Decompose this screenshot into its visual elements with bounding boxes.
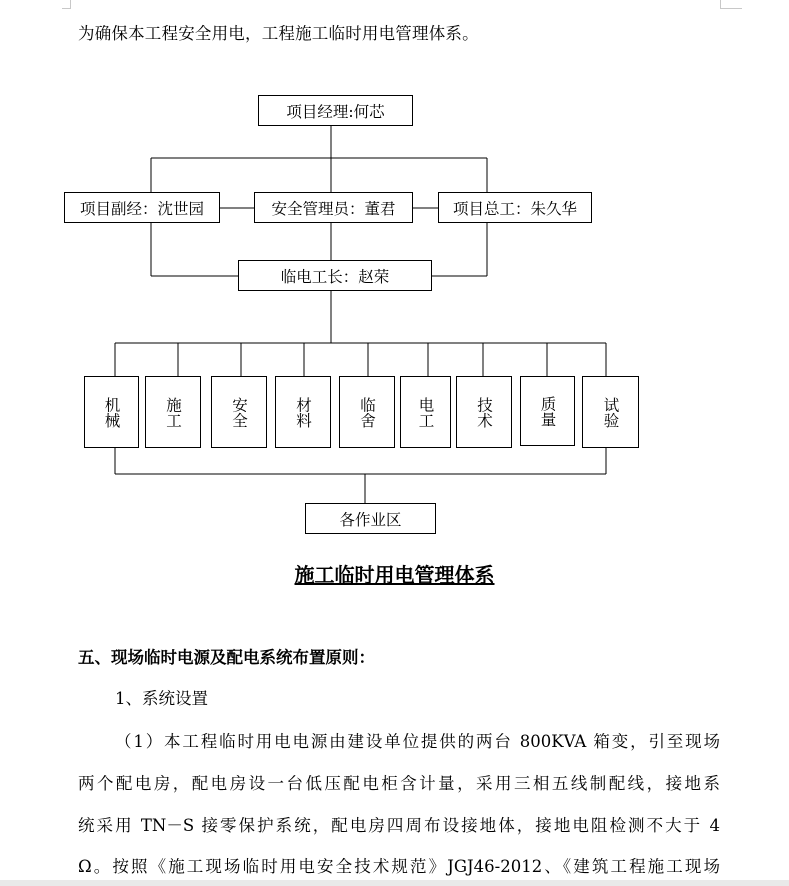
dept-dormitory-box — [339, 376, 395, 448]
dept-label: 安全 — [230, 396, 248, 428]
chart-caption: 施工临时用电管理体系 — [294, 563, 495, 587]
dept-materials-box — [275, 376, 331, 448]
intro-paragraph: 为确保本工程安全用电，工程施工临时用电管理体系。 — [78, 24, 479, 43]
body-line-2: 两个配电房，配电房设一台低压配电柜含计量，采用三相五线制配线，接地系 — [78, 774, 720, 793]
dept-label: 质量 — [538, 395, 557, 427]
dept-electrician-box — [400, 376, 451, 448]
dept-label: 机械 — [102, 396, 121, 428]
dept-label: 试验 — [601, 396, 620, 428]
dept-label: 施工 — [164, 396, 182, 428]
project-manager-box: 项目经理:何芯 — [258, 95, 413, 126]
dept-label: 技术 — [475, 396, 493, 428]
body-line-4: Ω。按照《施工现场临时用电安全技术规范》JGJ46-2012、《建筑工程施工现场 — [78, 857, 720, 876]
dept-safety-box — [211, 376, 267, 448]
status-bar — [0, 880, 789, 886]
body-line-1: （1）本工程临时用电电源由建设单位提供的两台 800KVA 箱变，引至现场 — [115, 732, 720, 751]
section-heading: 五、现场临时电源及配电系统布置原则： — [78, 648, 375, 667]
dept-technology-box — [456, 376, 512, 448]
dept-testing-box — [582, 376, 639, 448]
dept-construction-box — [145, 376, 201, 448]
work-areas-box: 各作业区 — [305, 503, 436, 534]
dept-label: 临舍 — [358, 396, 376, 428]
dept-quality-box — [520, 376, 575, 446]
dept-machinery-box — [84, 376, 139, 448]
subsection-heading: 1、系统设置 — [115, 689, 208, 708]
electrician-foreman-box: 临电工长：赵荣 — [238, 260, 432, 291]
dept-label: 材料 — [294, 396, 312, 428]
body-line-3: 统采用 TN－S 接零保护系统，配电房四周布设接地体，接地电阻检测不大于 4 — [78, 816, 720, 835]
safety-officer-box: 安全管理员：董君 — [254, 192, 413, 223]
chief-engineer-box: 项目总工：朱久华 — [438, 192, 592, 223]
deputy-manager-box: 项目副经：沈世园 — [64, 192, 220, 223]
dept-label: 电工 — [416, 396, 435, 428]
